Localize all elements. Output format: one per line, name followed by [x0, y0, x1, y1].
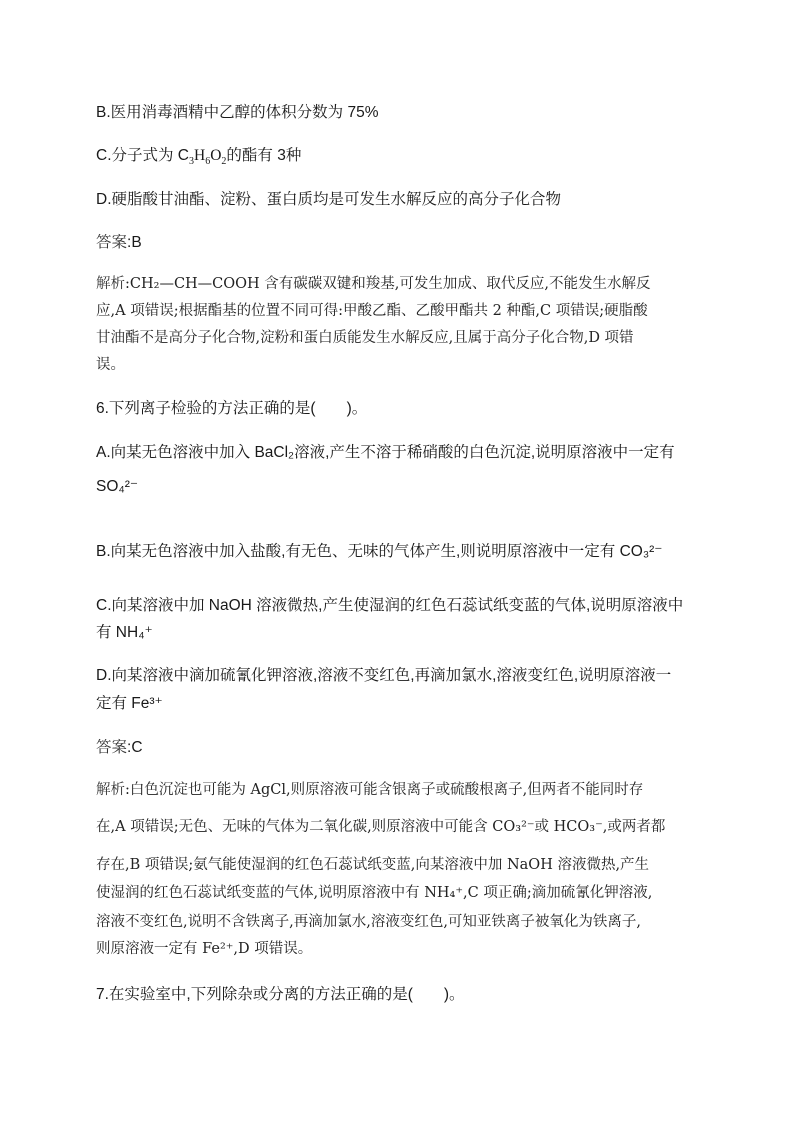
explanation-text: :CH₂—CH—COOH 含有碳碳双键和羧基,可发生加成、取代反应,不能发生水解反	[125, 276, 651, 292]
option-b: B.医用消毒酒精中乙醇的体积分数为 75%	[96, 104, 379, 121]
explanation-1-line-1	[96, 272, 651, 293]
question-7-title: 7.在实验室中,下列除杂或分离的方法正确的是( )。	[96, 986, 465, 1003]
question-6-title: 6.下列离子检验的方法正确的是( )。	[96, 400, 368, 417]
option-d: D.硬脂酸甘油酯、淀粉、蛋白质均是可发生水解反应的高分子化合物	[96, 191, 562, 208]
subscript-6: 6	[205, 156, 211, 168]
explanation-2-line-1	[96, 778, 643, 799]
option-c-post: 的酯有 3种	[226, 147, 302, 164]
explanation-2-line-2: 在,A 项错误;无色、无味的气体为二氧化碳,则原溶液中可能含 CO₃²⁻或 HCO₃⁻,或两者都	[96, 819, 666, 835]
explanation-2-line-5: 溶液不变红色,说明不含铁离子,再滴加氯水,溶液变红色,可知亚铁离子被氧化为铁离子,	[96, 914, 642, 930]
explanation-1-line-3: 甘油酯不是高分子化合物,淀粉和蛋白质能发生水解反应,且属于高分子化合物,D 项错	[96, 330, 634, 346]
question-6-option-d-line-1: D.向某溶液中滴加硫氰化钾溶液,溶液不变红色,再滴加氯水,溶液变红色,说明原溶液一	[96, 667, 672, 684]
explanation-tag: 解析	[96, 276, 125, 292]
question-6-option-c-line-2: 有 NH₄⁺	[96, 624, 153, 641]
answer-1	[96, 230, 142, 252]
explanation-2-line-3: 存在,B 项错误;氨气能使湿润的红色石蕊试纸变蓝,向某溶液中加 NaOH 溶液微热,产生	[96, 857, 650, 873]
explanation-tag: 解析	[96, 782, 125, 798]
option-c-pre: C.分子式为 C	[96, 147, 190, 164]
answer-value: :C	[127, 739, 143, 756]
question-6-option-b: B.向某无色溶液中加入盐酸,有无色、无味的气体产生,则说明原溶液中一定有 CO₃²⁻	[96, 543, 663, 560]
explanation-text: :白色沉淀也可能为 AgCl,则原溶液可能含银离子或硫酸根离子,但两者不能同时存	[125, 782, 644, 798]
question-6-option-c-line-1: C.向某溶液中加 NaOH 溶液微热,产生使湿润的红色石蕊试纸变蓝的气体,说明原溶液中	[96, 597, 684, 614]
question-6-option-a-line-1: A.向某无色溶液中加入 BaCl₂溶液,产生不溶于稀硝酸的白色沉淀,说明原溶液中一定有	[96, 444, 675, 461]
explanation-1-line-2: 应,A 项错误;根据酯基的位置不同可得:甲酸乙酯、乙酸甲酯共 2 种酯,C 项错误;硬脂酸	[96, 303, 648, 319]
answer-value: :B	[127, 234, 142, 251]
answer-label: 答案	[96, 739, 128, 756]
formula-o: O	[210, 147, 222, 164]
formula-h: H	[194, 147, 206, 164]
explanation-1-line-4: 误。	[96, 357, 125, 373]
question-6-option-a-line-2: SO₄²⁻	[96, 478, 139, 495]
subscript-3: 3	[189, 156, 195, 168]
subscript-2: 2	[221, 156, 227, 168]
answer-label: 答案	[96, 234, 128, 251]
option-c	[96, 143, 302, 168]
explanation-2-line-6: 则原溶液一定有 Fe²⁺,D 项错误。	[96, 941, 313, 957]
explanation-2-line-4: 使湿润的红色石蕊试纸变蓝的气体,说明原溶液中有 NH₄⁺,C 项正确;滴加硫氰化钾溶液,	[96, 885, 653, 901]
answer-2	[96, 735, 143, 757]
question-6-option-d-line-2: 定有 Fe³⁺	[96, 695, 163, 712]
